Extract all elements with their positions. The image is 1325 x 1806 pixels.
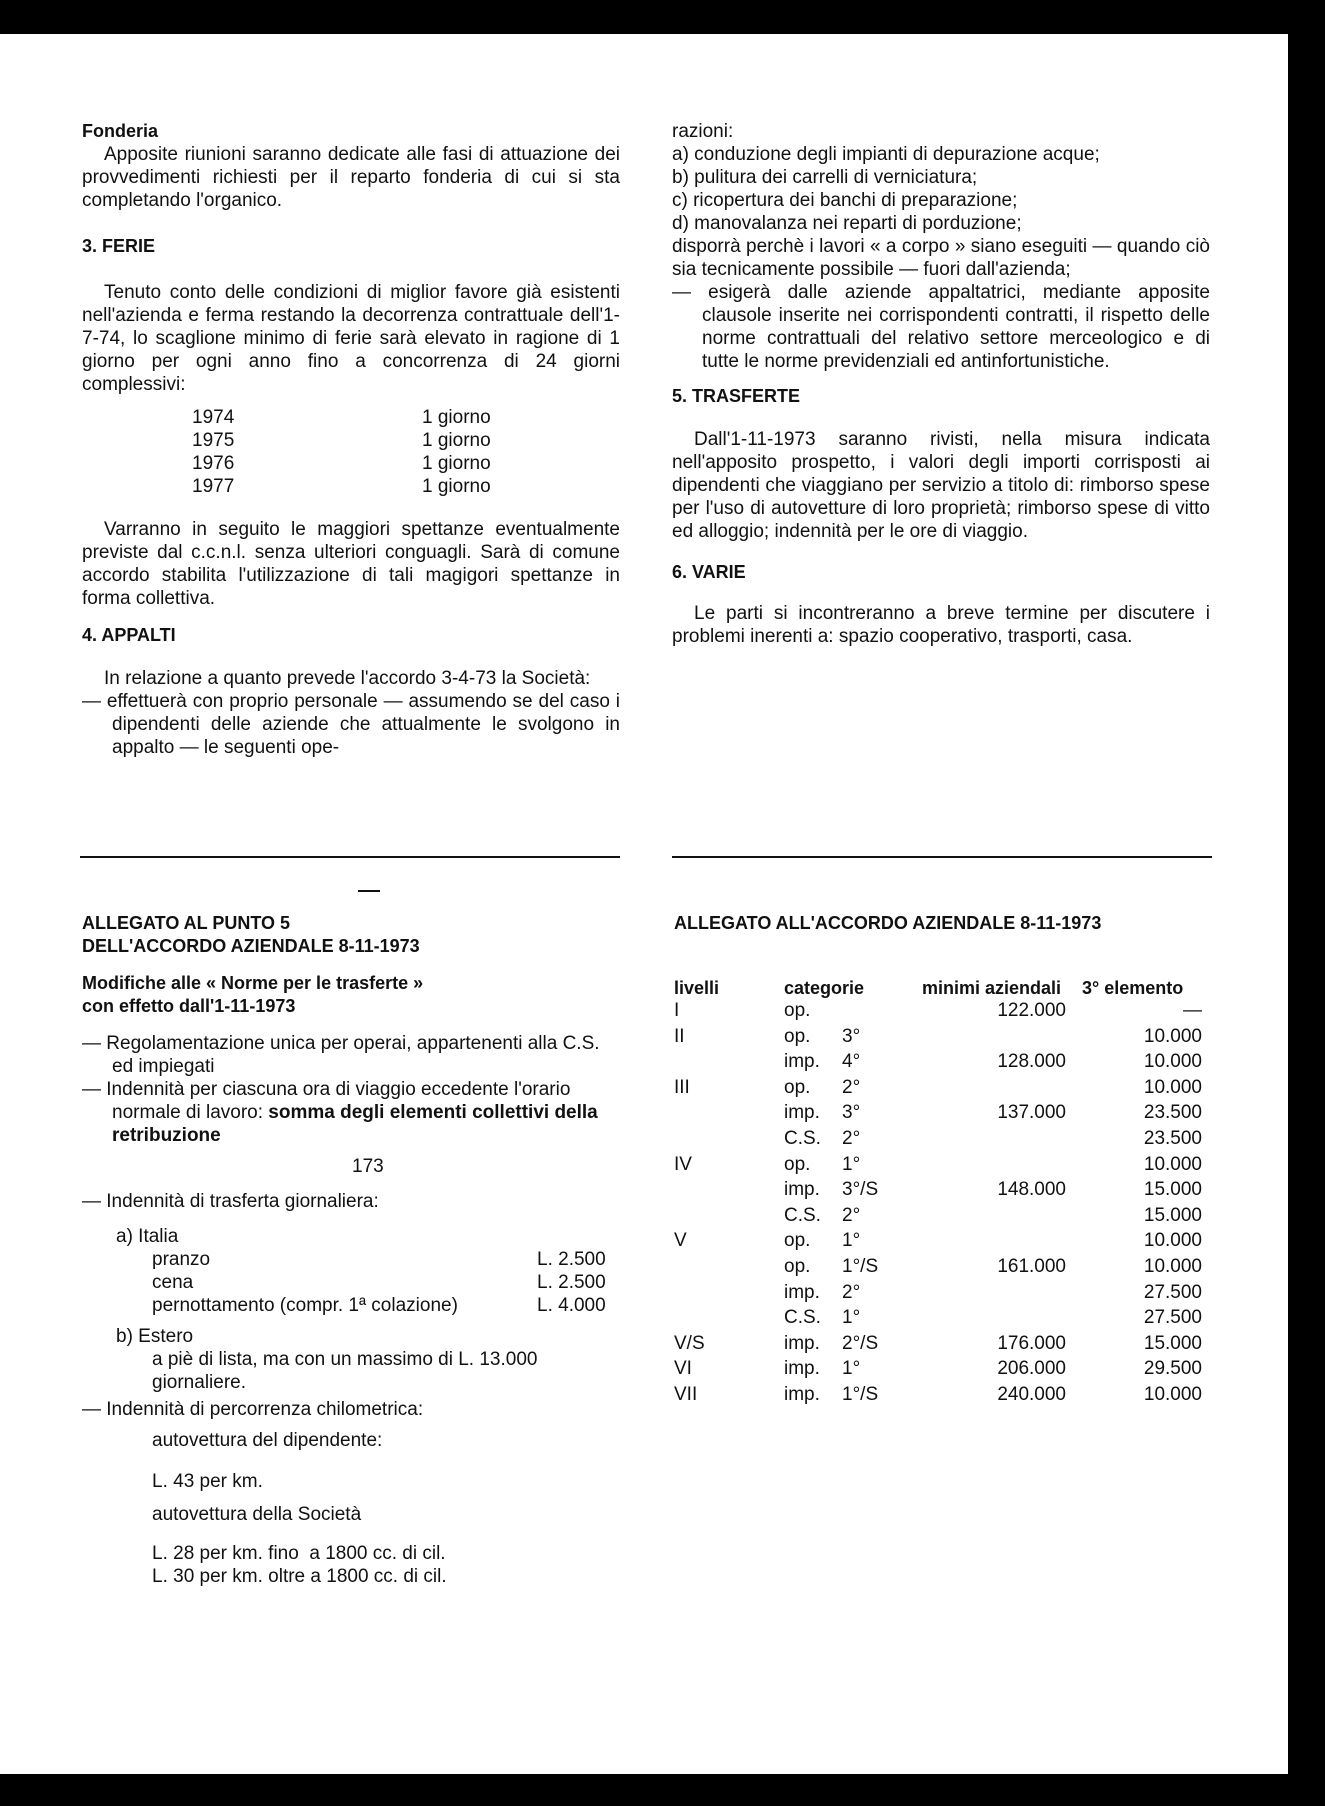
cell-grado: 1°/S [842, 1383, 879, 1405]
cell-livello [674, 1255, 784, 1281]
cell-grado: 4° [842, 1051, 861, 1073]
auto-dipendente: autovettura del dipendente: [152, 1430, 383, 1451]
cell-livello [674, 1178, 784, 1204]
divider-left [80, 856, 620, 858]
cell-categoria: imp. [784, 1332, 820, 1354]
cell-minimo [922, 1204, 1082, 1230]
cell-grado: 2° [842, 1281, 861, 1303]
salary-table [674, 951, 1202, 1409]
year-row: 1976 1 giorno [192, 453, 491, 474]
estero-text: a piè di lista, ma con un massimo di L. 13.000 giornaliere. [152, 1349, 538, 1393]
cell-elemento: 29.500 [1143, 1358, 1202, 1380]
allegato-left [82, 912, 620, 1588]
esigera-text: — esigerà dalle aziende appaltatrici, mediante apposite clausole inserite nei corrispondenti contratti, il rispetto delle norme contrattuali del relativo settore merceologico e di tutte le norme previdenziali ed antinfortunistiche. [672, 282, 1210, 372]
disporra-text: disporrà perchè i lavori « a corpo » siano eseguiti — quando ciò sia tecnicamente possibile — fuori dall'azienda; [672, 236, 1210, 280]
cell-livello: V/S [674, 1332, 705, 1354]
auto-societa: autovettura della Società [152, 1504, 362, 1525]
table-header [674, 951, 1202, 999]
table-row [674, 1281, 1202, 1307]
cell-livello: V [674, 1230, 687, 1252]
cell-minimo: 240.000 [997, 1383, 1066, 1405]
cell-categoria: op. [784, 1255, 811, 1277]
cell-minimo [922, 1076, 1082, 1102]
cell-livello: IV [674, 1153, 692, 1175]
cell-elemento: 27.500 [1143, 1307, 1202, 1329]
allegato-left-title1: ALLEGATO AL PUNTO 5 [82, 913, 291, 933]
table-row [674, 1383, 1202, 1409]
cell-elemento: 15.000 [1143, 1204, 1202, 1226]
cell-categoria: imp. [784, 1179, 820, 1201]
cell-minimo: 122.000 [997, 1000, 1066, 1021]
cell-elemento: 15.000 [1143, 1179, 1202, 1201]
cell-elemento: 10.000 [1143, 1153, 1202, 1175]
cell-minimo [922, 1127, 1082, 1153]
cell-grado: 3° [842, 1025, 861, 1047]
cell-minimo: 148.000 [997, 1179, 1066, 1201]
allegato-right-title: ALLEGATO ALL'ACCORDO AZIENDALE 8-11-1973 [674, 913, 1102, 933]
auto-societa-value1: L. 28 per km. fino a 1800 cc. di cil. [152, 1543, 446, 1564]
cell-minimo [922, 1153, 1082, 1179]
cell-livello [674, 1101, 784, 1127]
cell-categoria: op. [784, 1153, 811, 1175]
cell-grado: 1° [842, 1307, 861, 1329]
italia-label: a) Italia [116, 1226, 179, 1247]
table-row [674, 1153, 1202, 1179]
cell-categoria: imp. [784, 1358, 820, 1380]
cell-livello: VI [674, 1358, 692, 1380]
table-row [674, 1204, 1202, 1230]
cell-categoria: imp. [784, 1051, 820, 1073]
cell-categoria: imp. [784, 1102, 820, 1124]
cell-grado: 2° [842, 1127, 861, 1149]
indennita-trasferta: — Indennità di trasferta giornaliera: [82, 1191, 379, 1212]
appalti-title: 4. APPALTI [82, 625, 176, 645]
indennita-viaggio: — Indennità per ciascuna ora di viaggio eccedente l'orario normale di lavoro: somma degli elementi collettivi della retribuzione [82, 1079, 598, 1146]
cell-minimo [922, 1281, 1082, 1307]
varie-title: 6. VARIE [672, 562, 746, 582]
cell-elemento: 23.500 [1143, 1127, 1202, 1149]
cell-minimo: 161.000 [997, 1255, 1066, 1277]
year-row: 1975 1 giorno [192, 430, 491, 451]
right-cont: razioni: [672, 121, 734, 142]
estero-label: b) Estero [116, 1326, 194, 1347]
cell-elemento: 23.500 [1143, 1102, 1202, 1124]
table-row [674, 999, 1202, 1025]
table-row [674, 1357, 1202, 1383]
table-row [674, 1025, 1202, 1051]
table-row [674, 1127, 1202, 1153]
cell-elemento: 10.000 [1143, 1383, 1202, 1405]
percorrenza-title: — Indennità di percorrenza chilometrica: [82, 1399, 424, 1420]
cell-elemento: 10.000 [1143, 1025, 1202, 1047]
regolamentazione: — Regolamentazione unica per operai, appartenenti alla C.S. ed impiegati [82, 1033, 600, 1077]
fonderia-title: Fonderia [82, 121, 159, 141]
pranzo-row: pranzo L. 2.500 [152, 1249, 606, 1270]
cell-grado: 2°/S [842, 1332, 879, 1354]
cell-categoria: C.S. [784, 1127, 821, 1149]
year-row: 1977 1 giorno [192, 476, 491, 497]
header-minimi: minimi aziendali [922, 978, 1062, 998]
cell-livello [674, 1050, 784, 1076]
trasferte-title: 5. TRASFERTE [672, 386, 801, 406]
allegato-left-title2: DELL'ACCORDO AZIENDALE 8-11-1973 [82, 936, 420, 956]
cell-categoria: C.S. [784, 1204, 821, 1226]
cell-livello [674, 1306, 784, 1332]
list-item: a) conduzione degli impianti di depurazione acque; [672, 144, 1100, 165]
cell-minimo [922, 1025, 1082, 1051]
list-item: c) ricopertura dei banchi di preparazione; [672, 190, 1018, 211]
cell-minimo [922, 1306, 1082, 1332]
ferie-text2: Varranno in seguito le maggiori spettanze eventualmente previste dal c.c.n.l. senza ulteriori conguagli. Sarà di comune accordo stabilita l'utilizzazione di tali magigori spettanze in forma collettiva. [82, 519, 620, 609]
cell-elemento: 15.000 [1143, 1332, 1202, 1354]
cell-livello [674, 1281, 784, 1307]
cell-minimo: 137.000 [997, 1102, 1066, 1124]
cell-livello: I [674, 1000, 680, 1021]
cena-row: cena L. 2.500 [152, 1272, 606, 1293]
modifiche-title2: con effetto dall'1-11-1973 [82, 996, 296, 1016]
allegato-right [674, 912, 1214, 1409]
cell-categoria: op. [784, 1025, 811, 1047]
cell-minimo [922, 1229, 1082, 1255]
cell-categoria: op. [784, 1000, 811, 1021]
cell-categoria: C.S. [784, 1307, 821, 1329]
cell-grado: 1° [842, 1153, 861, 1175]
cell-grado [842, 999, 922, 1025]
cell-minimo: 128.000 [997, 1051, 1066, 1073]
cell-grado: 2° [842, 1076, 861, 1098]
cell-livello [674, 1204, 784, 1230]
cell-elemento: 10.000 [1143, 1076, 1202, 1098]
cell-livello: II [674, 1025, 685, 1047]
cell-elemento: 10.000 [1143, 1230, 1202, 1252]
modifiche-title1: Modifiche alle « Norme per le trasferte » [82, 973, 424, 993]
cell-grado: 1°/S [842, 1255, 879, 1277]
varie-text: Le parti si incontreranno a breve termine per discutere i problemi inerenti a: spazio cooperativo, trasporti, casa. [672, 603, 1210, 647]
pernottamento-row: pernottamento (compr. 1ª colazione) L. 4.000 [152, 1295, 606, 1316]
divider-right [672, 856, 1212, 858]
cell-categoria: op. [784, 1076, 811, 1098]
cell-elemento: 27.500 [1143, 1281, 1202, 1303]
header-terzo-elemento: 3° elemento [1082, 978, 1184, 998]
appalti-item: — effettuerà con proprio personale — assumendo se del caso i dipendenti delle aziende che attualmente le svolgono in appalto — le seguenti ope- [82, 691, 620, 758]
auto-dipendente-value: L. 43 per km. [152, 1471, 263, 1492]
cell-grado: 1° [842, 1358, 861, 1380]
auto-societa-value2: L. 30 per km. oltre a 1800 cc. di cil. [152, 1566, 447, 1587]
cell-categoria: op. [784, 1230, 811, 1252]
table-row [674, 1332, 1202, 1358]
fonderia-text: Apposite riunioni saranno dedicate alle fasi di attuazione dei provvedimenti richiesti per il reparto fonderia di cui si sta completando l'organico. [82, 144, 620, 211]
divider-short [358, 890, 380, 892]
cell-categoria: imp. [784, 1281, 820, 1303]
header-livelli: livelli [674, 978, 720, 998]
table-row [674, 1101, 1202, 1127]
cell-minimo: 176.000 [997, 1332, 1066, 1354]
list-item: d) manovalanza nei reparti di porduzione; [672, 213, 1022, 234]
cell-minimo: 206.000 [997, 1358, 1066, 1380]
table-row [674, 1178, 1202, 1204]
cell-grado: 3° [842, 1102, 861, 1124]
table-row [674, 1255, 1202, 1281]
cell-elemento: 10.000 [1143, 1255, 1202, 1277]
right-column [672, 120, 1210, 648]
cell-livello: VII [674, 1383, 698, 1405]
cell-livello [674, 1127, 784, 1153]
cell-livello: III [674, 1076, 690, 1098]
ferie-title: 3. FERIE [82, 236, 156, 256]
indennita-viaggio-divisor: 173 [352, 1156, 384, 1177]
table-row [674, 1229, 1202, 1255]
ferie-text: Tenuto conto delle condizioni di miglior favore già esistenti nell'azienda e ferma restando la decorrenza contrattuale dell'1-7-74, lo scaglione minimo di ferie sarà elevato in ragione di 1 giorno per ogni anno fino a concorrenza di 24 giorni complessivi: [82, 282, 620, 395]
header-categorie: categorie [784, 978, 865, 998]
document-page [0, 34, 1288, 1774]
appalti-text: In relazione a quanto prevede l'accordo 3-4-73 la Società: [104, 668, 591, 689]
left-column [82, 120, 620, 759]
list-item: b) pulitura dei carrelli di verniciatura; [672, 167, 978, 188]
trasferte-text: Dall'1-11-1973 saranno rivisti, nella misura indicata nell'apposito prospetto, i valori degli importi corrisposti ai dipendenti che viaggiano per servizio a titolo di: rimborso spese per l'uso di autovetture di loro proprietà; rimborso spese di vitto ed alloggio; indennità per le ore di viaggio. [672, 429, 1210, 542]
table-row [674, 1050, 1202, 1076]
cell-elemento: — [1183, 1000, 1202, 1021]
cell-grado: 3°/S [842, 1179, 879, 1201]
cell-categoria: imp. [784, 1383, 820, 1405]
cell-elemento: 10.000 [1143, 1051, 1202, 1073]
cell-grado: 1° [842, 1230, 861, 1252]
cell-grado: 2° [842, 1204, 861, 1226]
year-row: 1974 1 giorno [192, 407, 491, 428]
table-row [674, 1076, 1202, 1102]
table-row [674, 1306, 1202, 1332]
